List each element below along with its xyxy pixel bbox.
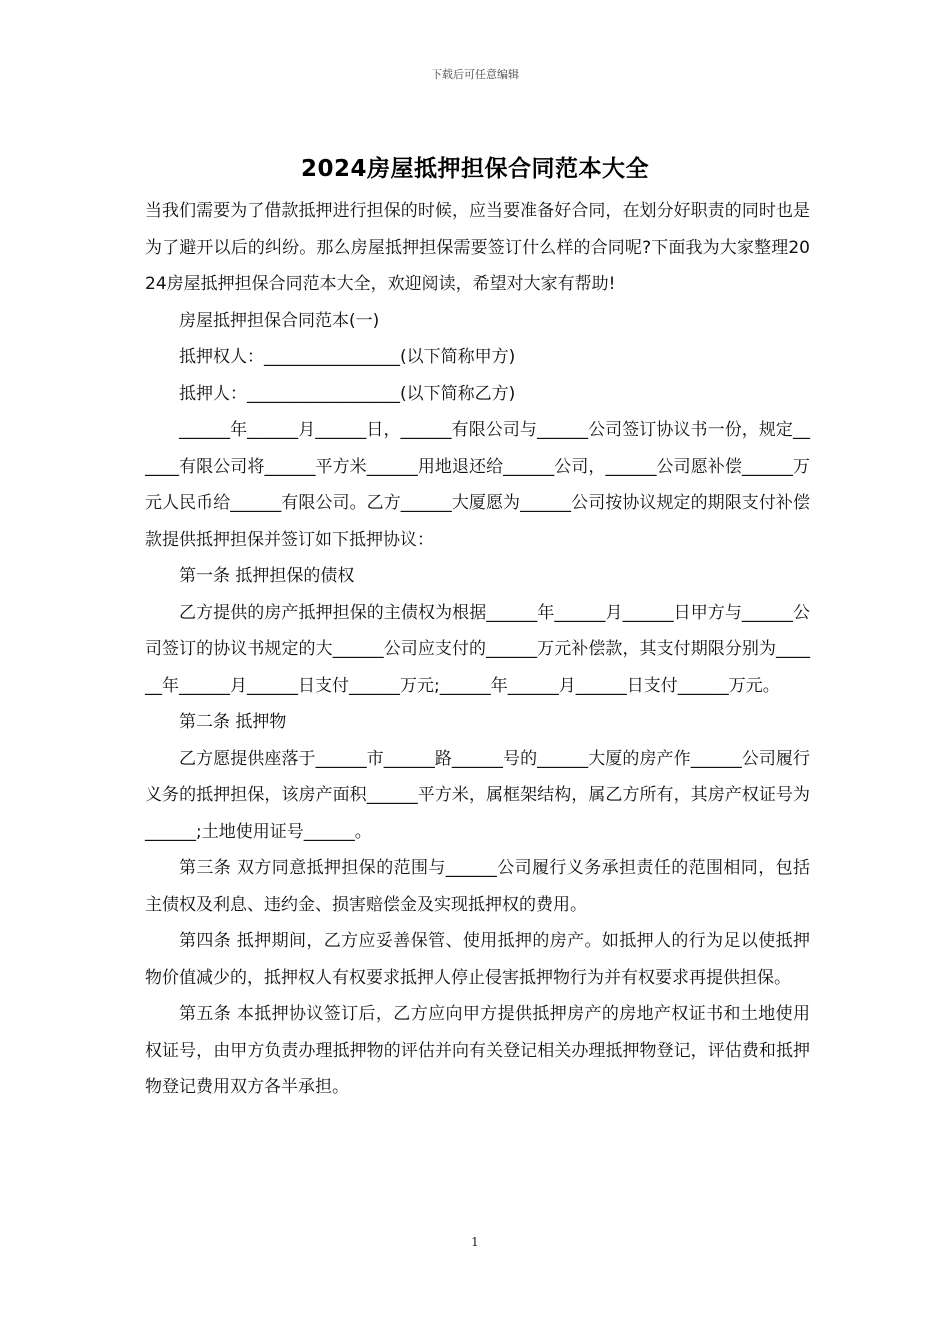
document-body (145, 193, 810, 1106)
preamble-paragraph: ______年______月______日，______有限公司与______公司签订协议书一份，规定______有限公司将______平方米______用地退还给______公司，______公司愿补偿______万元人民币给______有限公司。乙方______大厦愿为______公司按协议规定的期限支付补偿款提供抵押担保并签订如下抵押协议： (145, 420, 810, 550)
document-title: 2024房屋抵押担保合同范本大全 (300, 156, 649, 182)
article-2-body: 乙方愿提供座落于______市______路______号的______大厦的房产作______公司履行义务的抵押担保，该房产面积______平方米，属框架结构，属乙方所有，其房产权证号为______;土地使用证号______。 (145, 748, 810, 842)
intro-paragraph: 当我们需要为了借款抵押进行担保的时候，应当要准备好合同，在划分好职责的同时也是为了避开以后的纠纷。那么房屋抵押担保需要签订什么样的合同呢?下面我为大家整理2024房屋抵押担保合同范本大全，欢迎阅读，希望对大家有帮助! (145, 201, 810, 294)
page-number: 1 (471, 1235, 479, 1249)
article-2-heading: 第二条 抵押物 (179, 712, 287, 732)
article-3-paragraph: 第三条 双方同意抵押担保的范围与______公司履行义务承担责任的范围相同，包括主债权及利息、违约金、损害赔偿金及实现抵押权的费用。 (145, 858, 810, 915)
section-heading: 房屋抵押担保合同范本(一) (179, 310, 380, 331)
mortgagor-line: 抵押人：__________________(以下简称乙方) (179, 383, 516, 404)
article-1-heading: 第一条 抵押担保的债权 (179, 566, 355, 586)
page-header: 下载后可任意编辑 (431, 68, 519, 81)
article-5-paragraph: 第五条 本抵押协议签订后，乙方应向甲方提供抵押房产的房地产权证书和土地使用权证号，由甲方负责办理抵押物的评估并向有关登记相关办理抵押物登记，评估费和抵押物登记费用双方各半承担。 (145, 1004, 810, 1097)
article-4-paragraph: 第四条 抵押期间，乙方应妥善保管、使用抵押的房产。如抵押人的行为足以使抵押物价值减少的，抵押权人有权要求抵押人停止侵害抵押物行为并有权要求再提供担保。 (145, 931, 810, 988)
mortgagee-line: 抵押权人：________________(以下简称甲方) (179, 347, 516, 367)
article-1-body: 乙方提供的房产抵押担保的主债权为根据______年______月______日甲方与______公司签订的协议书规定的大______公司应支付的______万元补偿款，其支付期限分别为______年______月______日支付______万元;______年______月______日支付______万元。 (145, 602, 810, 696)
